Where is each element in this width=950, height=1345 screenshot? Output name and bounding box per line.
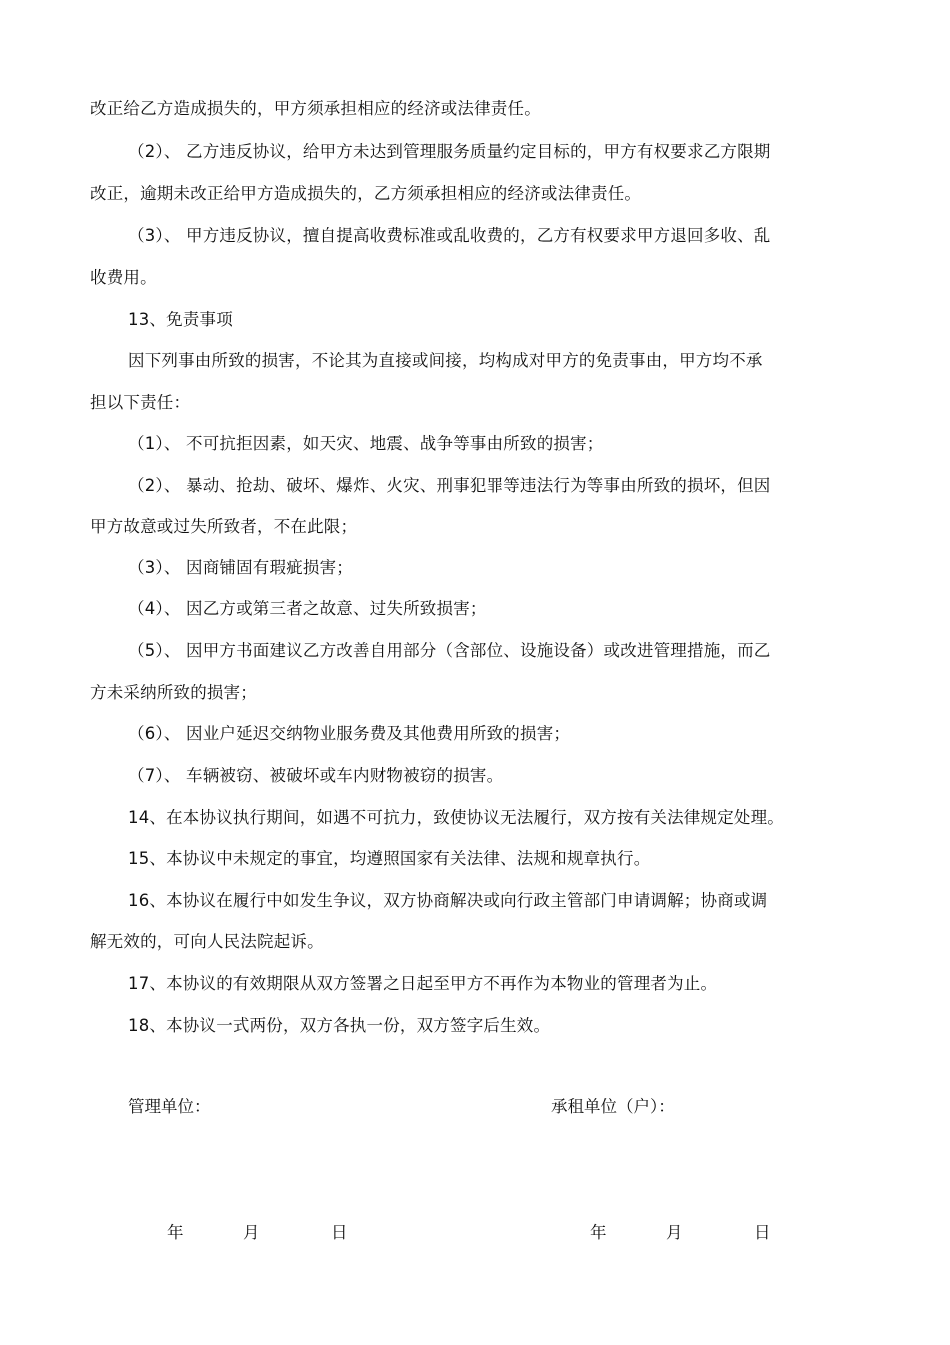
clause-14: 14、在本协议执行期间，如遇不可抗力，致使协议无法履行，双方按有关法律规定处理。 bbox=[128, 808, 784, 827]
paragraph-line-2: （2）、 乙方违反协议，给甲方未达到管理服务质量约定目标的，甲方有权要求乙方限期 bbox=[128, 142, 771, 161]
list-item-2: （2）、 暴动、抢劫、破坏、爆炸、火灾、刑事犯罪等违法行为等事由所致的损坏，但因 bbox=[128, 476, 771, 495]
list-item-5-cont: 方未采纳所致的损害； bbox=[90, 683, 257, 702]
section-heading-13: 13、免责事项 bbox=[128, 310, 233, 329]
clause-16-cont: 解无效的，可向人民法院起诉。 bbox=[90, 932, 324, 951]
list-item-1: （1）、 不可抗拒因素，如天灾、地震、战争等事由所致的损害； bbox=[128, 434, 604, 453]
list-item-4: （4）、 因乙方或第三者之故意、过失所致损害； bbox=[128, 599, 487, 618]
paragraph-line-1: 改正给乙方造成损失的，甲方须承担相应的经济或法律责任。 bbox=[90, 99, 541, 118]
list-item-6: （6）、 因业户延迟交纳物业服务费及其他费用所致的损害； bbox=[128, 724, 571, 743]
list-item-3: （3）、 因商铺固有瑕疵损害； bbox=[128, 558, 353, 577]
clause-17: 17、本协议的有效期限从双方签署之日起至甲方不再作为本物业的管理者为止。 bbox=[128, 974, 718, 993]
right-year-label: 年 bbox=[590, 1223, 607, 1242]
list-item-5: （5）、 因甲方书面建议乙方改善自用部分（含部位、设施设备）或改进管理措施，而乙 bbox=[128, 641, 771, 660]
left-year-label: 年 bbox=[167, 1223, 184, 1242]
clause-18: 18、本协议一式两份，双方各执一份，双方签字后生效。 bbox=[128, 1016, 551, 1035]
right-day-label: 日 bbox=[754, 1223, 771, 1242]
left-month-label: 月 bbox=[243, 1223, 260, 1242]
left-day-label: 日 bbox=[331, 1223, 348, 1242]
clause-16: 16、本协议在履行中如发生争议，双方协商解决或向行政主管部门申请调解；协商或调 bbox=[128, 891, 768, 910]
management-unit-label: 管理单位： bbox=[128, 1097, 211, 1116]
list-item-7: （7）、 车辆被窃、被破坏或车内财物被窃的损害。 bbox=[128, 766, 504, 785]
paragraph-line-5: 收费用。 bbox=[90, 268, 157, 287]
paragraph-line-7: 因下列事由所致的损害，不论其为直接或间接，均构成对甲方的免责事由，甲方均不承 bbox=[128, 351, 763, 370]
paragraph-line-4: （3）、 甲方违反协议，擅自提高收费标准或乱收费的，乙方有权要求甲方退回多收、乱 bbox=[128, 226, 771, 245]
tenant-unit-label: 承租单位（户）： bbox=[551, 1097, 675, 1116]
list-item-2-cont: 甲方故意或过失所致者，不在此限； bbox=[90, 517, 358, 536]
paragraph-line-8: 担以下责任： bbox=[90, 393, 191, 412]
paragraph-line-3: 改正，逾期未改正给甲方造成损失的，乙方须承担相应的经济或法律责任。 bbox=[90, 184, 642, 203]
clause-15: 15、本协议中未规定的事宜，均遵照国家有关法律、法规和规章执行。 bbox=[128, 849, 651, 868]
right-month-label: 月 bbox=[666, 1223, 683, 1242]
